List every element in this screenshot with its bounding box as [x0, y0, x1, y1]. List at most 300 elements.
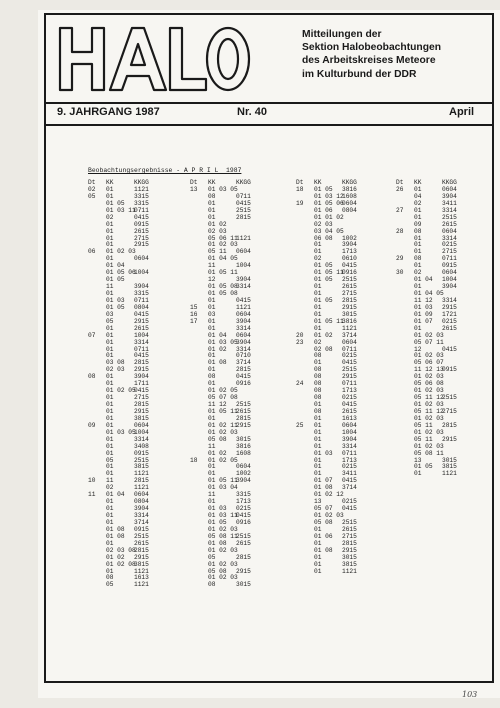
halo-type-cell: 05 11	[414, 421, 433, 429]
observer-code-cell: 3904	[442, 283, 457, 291]
observer-code-cell: 2915	[134, 317, 149, 325]
observer-code-cell: 2815	[134, 401, 149, 408]
halo-type-cell: 01 02	[208, 345, 227, 353]
halo-type-cell: 05 08	[208, 567, 227, 575]
observer-code-cell: 2815	[442, 421, 457, 429]
observer-code-cell: 0604	[134, 491, 149, 499]
observer-code-cell: 3815	[442, 463, 457, 471]
observer-code-cell: 1004	[236, 262, 251, 270]
halo-type-cell: 11 12	[208, 401, 227, 408]
observer-code-cell: 0604	[342, 199, 357, 207]
observer-code-cell: 1121	[442, 470, 457, 478]
observer-code-cell: 3411	[342, 470, 357, 478]
halo-type-cell: 01	[414, 241, 422, 249]
halo-type-cell: 01	[314, 359, 322, 367]
halo-type-cell: 01	[106, 442, 114, 450]
halo-type-cell: 11 12	[414, 296, 433, 304]
halo-type-cell: 01	[208, 296, 216, 304]
halo-type-cell: 02	[314, 338, 322, 346]
halo-type-cell: 01 07	[314, 477, 333, 485]
day-cell: 08	[88, 373, 96, 381]
halo-type-cell: 01 03	[208, 505, 227, 513]
day-cell: 24	[296, 380, 304, 388]
observer-code-cell: 3815	[134, 463, 149, 471]
halo-type-cell: 01	[414, 248, 422, 256]
observer-code-cell: 2515	[342, 366, 357, 374]
halo-type-cell: 01 06	[314, 532, 333, 540]
observer-code-cell: 1121	[342, 324, 357, 332]
halo-type-cell: 01	[314, 553, 322, 561]
halo-type-cell: 01 02 05	[208, 387, 238, 395]
halo-type-cell: 01 02 08	[106, 560, 136, 568]
halo-type-cell: 01 05 06	[106, 269, 136, 277]
observer-code-cell: 2815	[236, 553, 251, 561]
halo-type-cell: 01 02 03	[208, 546, 238, 554]
halo-type-cell: 01	[106, 192, 114, 200]
halo-type-cell: 01	[106, 255, 114, 263]
halo-type-cell: 01	[106, 227, 114, 235]
table-row	[88, 582, 156, 589]
observer-code-cell: 0804	[134, 303, 149, 311]
halo-type-cell: 02 03 08	[106, 546, 136, 554]
halo-type-cell: 01	[208, 317, 216, 325]
day-cell: 19	[296, 199, 304, 207]
halo-type-cell: 03 04 05	[314, 227, 344, 235]
observer-code-cell: 0215	[342, 463, 357, 471]
halo-type-cell: 01 05 08	[208, 290, 238, 297]
halo-type-cell: 02 03	[208, 227, 227, 235]
halo-type-cell: 01	[314, 428, 322, 436]
table-row	[396, 471, 464, 478]
halo-type-cell: 01 02 03	[208, 560, 238, 568]
halo-type-cell: 01	[106, 449, 114, 457]
observer-code-cell: 2615	[134, 227, 149, 235]
halo-type-cell: 01 02 03	[414, 428, 444, 436]
halo-type-cell: 01	[106, 407, 114, 415]
observer-code-cell: 0711	[342, 380, 357, 388]
observer-code-cell: 0215	[342, 498, 357, 506]
halo-type-cell: 01 02 03	[208, 525, 238, 533]
halo-type-cell: 08	[414, 227, 422, 235]
observer-code-cell: 0415	[342, 401, 357, 408]
day-cell: 05	[88, 192, 96, 200]
observer-code-cell: 3315	[134, 199, 149, 207]
halo-type-cell: 03	[208, 310, 216, 318]
observer-code-cell: 3314	[236, 345, 251, 353]
observer-code-cell: 1121	[134, 185, 149, 193]
observer-code-cell: 3815	[342, 560, 357, 568]
observer-code-cell: 0915	[134, 220, 149, 228]
observer-code-cell: 3904	[342, 435, 357, 443]
observer-code-cell: 0711	[134, 345, 149, 353]
halo-type-cell: 01 01 02	[314, 213, 344, 221]
observer-code-cell: 2515	[236, 206, 251, 214]
observer-code-cell: 1004	[442, 276, 457, 284]
observer-code-cell: 3314	[442, 206, 457, 214]
day-cell: 16	[190, 310, 198, 318]
halo-type-cell: 01	[106, 241, 114, 249]
observer-code-cell: 3904	[134, 373, 149, 381]
observer-code-cell: 3315	[236, 491, 251, 499]
halo-type-cell: 11	[208, 262, 216, 270]
observer-code-cell: 2915	[236, 567, 251, 575]
halo-type-cell: 01	[414, 206, 422, 214]
observer-code-cell: 3815	[134, 414, 149, 422]
observer-code-cell: 2915	[342, 546, 357, 554]
observer-code-cell: 1608	[342, 192, 357, 200]
halo-type-cell: 01	[106, 512, 114, 519]
observer-code-cell: 3315	[134, 192, 149, 200]
observer-code-cell: 3904	[236, 276, 251, 284]
observer-code-cell: 1121	[236, 234, 251, 242]
halo-type-cell: 01	[106, 352, 114, 360]
halo-type-cell: 01	[208, 380, 216, 388]
observer-code-cell: 1613	[342, 414, 357, 422]
observer-code-cell: 3015	[442, 456, 457, 464]
day-cell: 25	[296, 421, 304, 429]
halo-type-cell: 01 03 11	[208, 512, 238, 519]
column-header: Dt	[396, 179, 404, 186]
day-cell: 17	[190, 317, 198, 325]
tagline-line: des Arbeitskreises Meteore	[302, 55, 436, 67]
halo-type-cell: 04	[414, 192, 422, 200]
halo-type-cell: 02	[414, 269, 422, 277]
halo-type-cell: 01 02	[208, 220, 227, 228]
halo-type-cell: 01 02 03	[314, 512, 344, 519]
tagline-line: Mitteilungen der	[302, 29, 382, 40]
halo-type-cell: 01 05 11	[208, 269, 238, 277]
halo-type-cell: 05 11	[208, 248, 227, 256]
column-header: KKGG	[134, 179, 149, 186]
halo-type-cell: 01 03	[314, 449, 333, 457]
observer-code-cell: 0711	[442, 255, 457, 263]
halo-type-cell: 01 05 11	[314, 317, 344, 325]
issue-info	[57, 106, 487, 120]
halo-type-cell: 01 02 05	[208, 456, 238, 464]
observer-code-cell: 3314	[236, 324, 251, 332]
halo-type-cell: 08	[208, 192, 216, 200]
halo-type-cell: 03	[106, 310, 114, 318]
halo-type-cell: 01	[106, 567, 114, 575]
column-header: KK	[414, 179, 422, 186]
observer-code-cell: 2915	[134, 366, 149, 374]
halo-type-cell: 01	[314, 303, 322, 311]
halo-type-cell: 01 05 11	[314, 269, 344, 277]
observer-code-cell: 2815	[236, 414, 251, 422]
observer-code-cell: 2915	[236, 421, 251, 429]
observer-code-cell: 0415	[236, 296, 251, 304]
observer-code-cell: 2815	[134, 546, 149, 554]
halo-type-cell: 01	[208, 463, 216, 471]
observer-code-cell: 2815	[236, 213, 251, 221]
halo-type-cell: 01 05	[106, 303, 125, 311]
observer-code-cell: 2815	[134, 477, 149, 485]
halo-type-cell: 01 06	[314, 206, 333, 214]
observer-code-cell: 2515	[342, 518, 357, 526]
observer-code-cell: 0604	[236, 310, 251, 318]
halo-type-cell: 01 08	[106, 525, 125, 533]
halo-type-cell: 01 04	[414, 276, 433, 284]
halo-type-cell: 01	[414, 213, 422, 221]
halo-type-cell: 01	[208, 324, 216, 332]
observer-code-cell: 3904	[236, 317, 251, 325]
observer-code-cell: 1613	[134, 574, 149, 582]
halo-type-cell: 08	[314, 394, 322, 402]
halo-type-cell: 01	[314, 248, 322, 256]
observer-code-cell: 2515	[134, 532, 149, 540]
observer-code-cell: 0215	[442, 241, 457, 249]
halo-type-cell: 01	[314, 283, 322, 291]
halo-type-cell: 01	[314, 539, 322, 547]
halo-type-cell: 01	[414, 324, 422, 332]
issue-number: Nr. 40	[237, 106, 267, 118]
halo-type-cell: 08	[314, 380, 322, 388]
halo-type-cell: 01 02 03	[414, 442, 444, 450]
observer-code-cell: 0604	[236, 331, 251, 339]
report-title: Beobachtungsergebnisse - A P R I L 1987	[88, 167, 242, 174]
halo-type-cell: 01 02	[314, 331, 333, 339]
halo-type-cell: 08	[314, 373, 322, 381]
observer-code-cell: 3015	[342, 553, 357, 561]
observer-code-cell: 3816	[342, 317, 357, 325]
observer-code-cell: 2815	[236, 366, 251, 374]
observer-code-cell: 0415	[342, 262, 357, 270]
day-cell: 26	[396, 185, 404, 193]
halo-type-cell: 01	[314, 414, 322, 422]
day-cell: 02	[88, 185, 96, 193]
halo-type-cell: 01 02 03	[414, 352, 444, 360]
tagline-line: im Kulturbund der DDR	[302, 68, 417, 80]
halo-type-cell: 01	[106, 414, 114, 422]
day-cell: 27	[396, 206, 404, 214]
observer-code-cell: 1121	[134, 581, 149, 589]
day-cell: 06	[88, 248, 96, 256]
halo-type-cell: 01	[208, 366, 216, 374]
halo-type-cell: 08	[208, 581, 216, 589]
observer-code-cell: 3816	[236, 442, 251, 450]
day-cell: 20	[296, 331, 304, 339]
halo-type-cell: 08	[208, 373, 216, 381]
halo-type-cell: 01	[314, 560, 322, 568]
observer-code-cell: 1713	[236, 498, 251, 506]
observer-code-cell: 2915	[342, 373, 357, 381]
header-rule-top	[46, 102, 492, 104]
observer-code-cell: 3816	[342, 185, 357, 193]
halo-type-cell: 13	[414, 456, 422, 464]
halo-type-cell: 01 08	[314, 484, 333, 492]
halo-type-cell: 01	[414, 283, 422, 291]
halo-type-cell: 01	[106, 345, 114, 353]
halo-type-cell: 01	[106, 373, 114, 381]
observer-code-cell: 0604	[442, 269, 457, 277]
day-cell: 11	[88, 491, 96, 499]
halo-type-cell: 01	[314, 525, 322, 533]
halo-type-cell: 12	[208, 276, 216, 284]
observer-code-cell: 0915	[442, 262, 457, 270]
halo-type-cell: 01	[314, 470, 322, 478]
observer-code-cell: 1002	[342, 234, 357, 242]
observer-code-cell: 0415	[342, 359, 357, 367]
observer-code-cell: 2515	[442, 394, 457, 402]
halo-type-cell: 01 05	[314, 262, 333, 270]
observer-code-cell: 2715	[342, 532, 357, 540]
halo-type-cell: 01	[314, 310, 322, 318]
halo-type-cell: 09	[414, 220, 422, 228]
halo-type-cell: 01	[208, 303, 216, 311]
observer-code-cell: 0710	[236, 352, 251, 360]
observer-code-cell: 0804	[342, 206, 357, 214]
observer-code-cell: 2615	[236, 539, 251, 547]
halo-type-cell: 01 03 05	[208, 185, 238, 193]
halo-type-cell: 05 11	[414, 435, 433, 443]
halo-type-cell: 01	[106, 394, 114, 402]
observer-code-cell: 1713	[342, 387, 357, 395]
observer-code-cell: 3904	[342, 241, 357, 249]
halo-type-cell: 08	[106, 574, 114, 582]
halo-type-cell: 01 02 03	[414, 401, 444, 408]
observer-code-cell: 0215	[342, 394, 357, 402]
table-row	[296, 569, 364, 576]
observer-code-cell: 3714	[134, 518, 149, 526]
halo-type-cell: 02 03	[314, 220, 333, 228]
observer-code-cell: 0415	[236, 199, 251, 207]
page-number: 103	[462, 690, 478, 699]
halo-type-cell: 01 05	[314, 296, 333, 304]
observer-code-cell: 2615	[442, 324, 457, 332]
column-header: KKGG	[236, 179, 251, 186]
halo-type-cell: 05	[208, 553, 216, 561]
day-cell: 29	[396, 255, 404, 263]
observer-code-cell: 3904	[442, 192, 457, 200]
observer-code-cell: 0610	[342, 255, 357, 263]
tagline-line: Sektion Halobeobachtungen	[302, 42, 442, 54]
halo-type-cell: 05 08 11	[414, 449, 444, 457]
halo-type-cell: 05 08	[208, 435, 227, 443]
halo-type-cell: 08	[314, 366, 322, 374]
table-row	[190, 582, 258, 589]
halo-type-cell: 11	[106, 477, 114, 485]
observer-code-cell: 0915	[134, 449, 149, 457]
halo-type-cell: 01	[314, 435, 322, 443]
halo-type-cell: 01	[208, 352, 216, 360]
halo-type-cell: 01 02 03	[414, 414, 444, 422]
halo-type-cell: 02 08	[314, 345, 333, 353]
observer-code-cell: 0916	[342, 269, 357, 277]
halo-type-cell: 01	[314, 442, 322, 450]
halo-type-cell: 01 02 03	[414, 331, 444, 339]
halo-type-cell: 01 05	[208, 518, 227, 526]
observer-code-cell: 2515	[134, 456, 149, 464]
observer-code-cell: 2715	[442, 407, 457, 415]
observer-code-cell: 2915	[442, 435, 457, 443]
header-rule-bottom	[46, 124, 492, 126]
halo-type-cell: 05 08	[314, 518, 333, 526]
halo-type-cell: 01	[208, 414, 216, 422]
halo-type-cell: 01	[314, 421, 322, 429]
halo-type-cell: 01	[208, 498, 216, 506]
halo-type-cell: 01 02 03	[414, 387, 444, 395]
halo-type-cell: 01	[314, 241, 322, 249]
halo-type-cell: 13	[314, 498, 322, 506]
halo-type-cell: 01 07	[414, 317, 433, 325]
observer-code-cell: 0711	[236, 192, 251, 200]
observer-code-cell: 0415	[134, 352, 149, 360]
observer-code-cell: 0915	[134, 525, 149, 533]
observer-code-cell: 3314	[442, 234, 457, 242]
halo-type-cell: 01 05 08	[208, 283, 238, 291]
observer-code-cell: 2915	[134, 407, 149, 415]
observer-code-cell: 0415	[236, 512, 251, 519]
observer-code-cell: 1121	[236, 303, 251, 311]
observer-code-cell: 2715	[442, 248, 457, 256]
halo-type-cell: 02	[314, 255, 322, 263]
halo-type-cell: 05 07 08	[208, 394, 238, 402]
observer-code-cell: 2515	[236, 532, 251, 540]
halo-type-cell: 11 12 13	[414, 366, 444, 374]
observer-code-cell: 1004	[134, 269, 149, 277]
halo-type-cell: 01	[414, 185, 422, 193]
observer-code-cell: 2915	[134, 553, 149, 561]
halo-type-cell: 08	[314, 387, 322, 395]
halo-type-cell: 01 04 05	[414, 290, 444, 297]
halo-type-cell: 01	[314, 456, 322, 464]
halo-type-cell: 01	[106, 435, 114, 443]
halo-type-cell: 05 07 11	[414, 338, 444, 346]
halo-type-cell: 01	[314, 567, 322, 575]
observer-code-cell: 1004	[134, 428, 149, 436]
halo-type-cell: 01 03 04	[208, 484, 238, 492]
halo-type-cell: 01 08	[314, 546, 333, 554]
halo-type-cell: 01	[414, 262, 422, 270]
day-cell: 07	[88, 331, 96, 339]
column-header: Dt	[190, 179, 198, 186]
observation-table-1	[88, 180, 156, 589]
halo-type-cell: 01	[106, 505, 114, 513]
halo-type-cell: 01	[314, 290, 322, 297]
observer-code-cell: 3904	[134, 505, 149, 513]
observer-code-cell: 2615	[342, 283, 357, 291]
halo-type-cell: 08	[314, 352, 322, 360]
halo-type-cell: 01 08	[208, 539, 227, 547]
halo-type-cell: 01 02 03	[208, 428, 238, 436]
halo-type-cell: 01 02 11	[208, 421, 238, 429]
observer-code-cell: 2515	[342, 276, 357, 284]
observer-code-cell: 0215	[442, 317, 457, 325]
halo-type-cell: 01 08	[208, 359, 227, 367]
halo-type-cell: 01 04	[208, 331, 227, 339]
column-header: KK	[314, 179, 322, 186]
observer-code-cell: 3015	[236, 435, 251, 443]
column-header: KK	[208, 179, 216, 186]
halo-type-cell: 01 05 06	[314, 199, 344, 207]
halo-type-cell: 01 02 03	[106, 248, 136, 256]
observer-code-cell: 3408	[134, 442, 149, 450]
observation-table-4	[396, 180, 464, 478]
halo-type-cell: 01 04	[106, 491, 125, 499]
halo-type-cell: 11	[106, 283, 114, 291]
halo-type-cell: 01	[106, 539, 114, 547]
halo-type-cell: 01 03 11	[106, 206, 136, 214]
observer-code-cell: 0916	[236, 380, 251, 388]
halo-type-cell: 01	[314, 463, 322, 471]
observer-code-cell: 2615	[442, 220, 457, 228]
halo-type-cell: 08	[414, 255, 422, 263]
halo-type-cell: 01 02 03	[208, 574, 238, 582]
observer-code-cell: 3314	[134, 338, 149, 346]
halo-type-cell: 05	[106, 317, 114, 325]
observer-code-cell: 0711	[134, 296, 149, 304]
halo-type-cell: 01 02 03	[208, 241, 238, 249]
